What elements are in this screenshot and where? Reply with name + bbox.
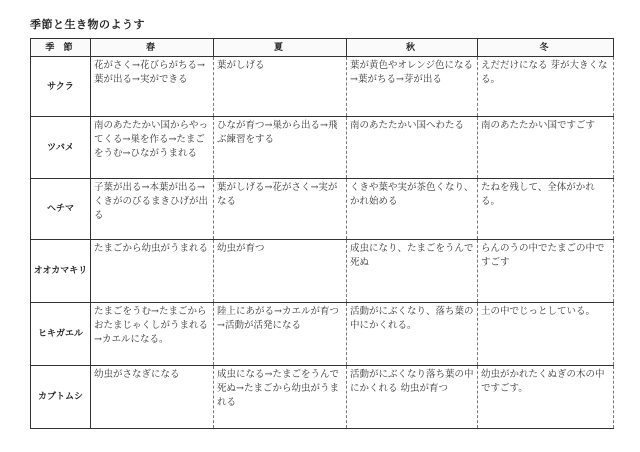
table-row (31, 117, 614, 179)
cell-autumn: 活動がにぶくなり、落ち葉の中にかくれる。 (347, 303, 478, 366)
organism-name: サクラ (31, 57, 91, 117)
cell-summer: 陸上にあがる→カエルが育つ→活動が活発になる (214, 303, 347, 366)
page-title: 季節と生き物のようす (30, 18, 145, 31)
cell-winter: 幼虫がかれたくぬぎの木の中ですごす。 (478, 366, 614, 429)
cell-winter: たねを残して、全体がかれる。 (478, 179, 614, 240)
organism-name: ツバメ (31, 117, 91, 179)
cell-summer: 葉がしげる→花がさく→実がなる (214, 179, 347, 240)
cell-summer: ひなが育つ→巣から出る→飛ぶ練習をする (214, 117, 347, 179)
table-row (31, 240, 614, 303)
header-autumn: 秋 (347, 39, 478, 57)
cell-summer: 成虫になる→たまごをうんで死ぬ→たまごから幼虫がうまれる (214, 366, 347, 429)
cell-spring: たまごから幼虫がうまれる (91, 240, 214, 303)
cell-autumn: 成虫になり、たまごをうんで死ぬ (347, 240, 478, 303)
table-row (31, 179, 614, 240)
cell-spring: 幼虫がさなぎになる (91, 366, 214, 429)
header-spring: 春 (91, 39, 214, 57)
cell-winter: えだだけになる 芽が大きくなる。 (478, 57, 614, 117)
organism-name: ヘチマ (31, 179, 91, 240)
cell-autumn: くきや葉や実が茶色くなり、かれ始める (347, 179, 478, 240)
season-table (30, 38, 614, 429)
cell-spring: たまごをうむ→たまごからおたまじゃくしがうまれる→カエルになる。 (91, 303, 214, 366)
cell-autumn: 葉が黄色やオレンジ色になる→葉がちる→芽が出る (347, 57, 478, 117)
table-row (31, 303, 614, 366)
cell-autumn: 活動がにぶくなり落ち葉の中にかくれる 幼虫が育つ (347, 366, 478, 429)
cell-autumn: 南のあたたかい国へわたる (347, 117, 478, 179)
header-summer: 夏 (214, 39, 347, 57)
table-row (31, 57, 614, 117)
cell-spring: 花がさく→花びらがちる→葉が出る→実ができる (91, 57, 214, 117)
cell-summer: 葉がしげる (214, 57, 347, 117)
cell-winter: らんのうの中でたまごの中ですごす (478, 240, 614, 303)
cell-summer: 幼虫が育つ (214, 240, 347, 303)
header-winter: 冬 (478, 39, 614, 57)
cell-spring: 子葉が出る→本葉が出る→くきがのびるまきひげが出る (91, 179, 214, 240)
header-season: 季 節 (31, 39, 91, 57)
cell-winter: 土の中でじっとしている。 (478, 303, 614, 366)
organism-name: ヒキガエル (31, 303, 91, 366)
organism-name: カブトムシ (31, 366, 91, 429)
cell-winter: 南のあたたかい国ですごす (478, 117, 614, 179)
organism-name: オオカマキリ (31, 240, 91, 303)
header-row (31, 39, 614, 57)
table-row (31, 366, 614, 429)
cell-spring: 南のあたたかい国からやってくる→巣を作る→たまごをうむ→ひながうまれる (91, 117, 214, 179)
